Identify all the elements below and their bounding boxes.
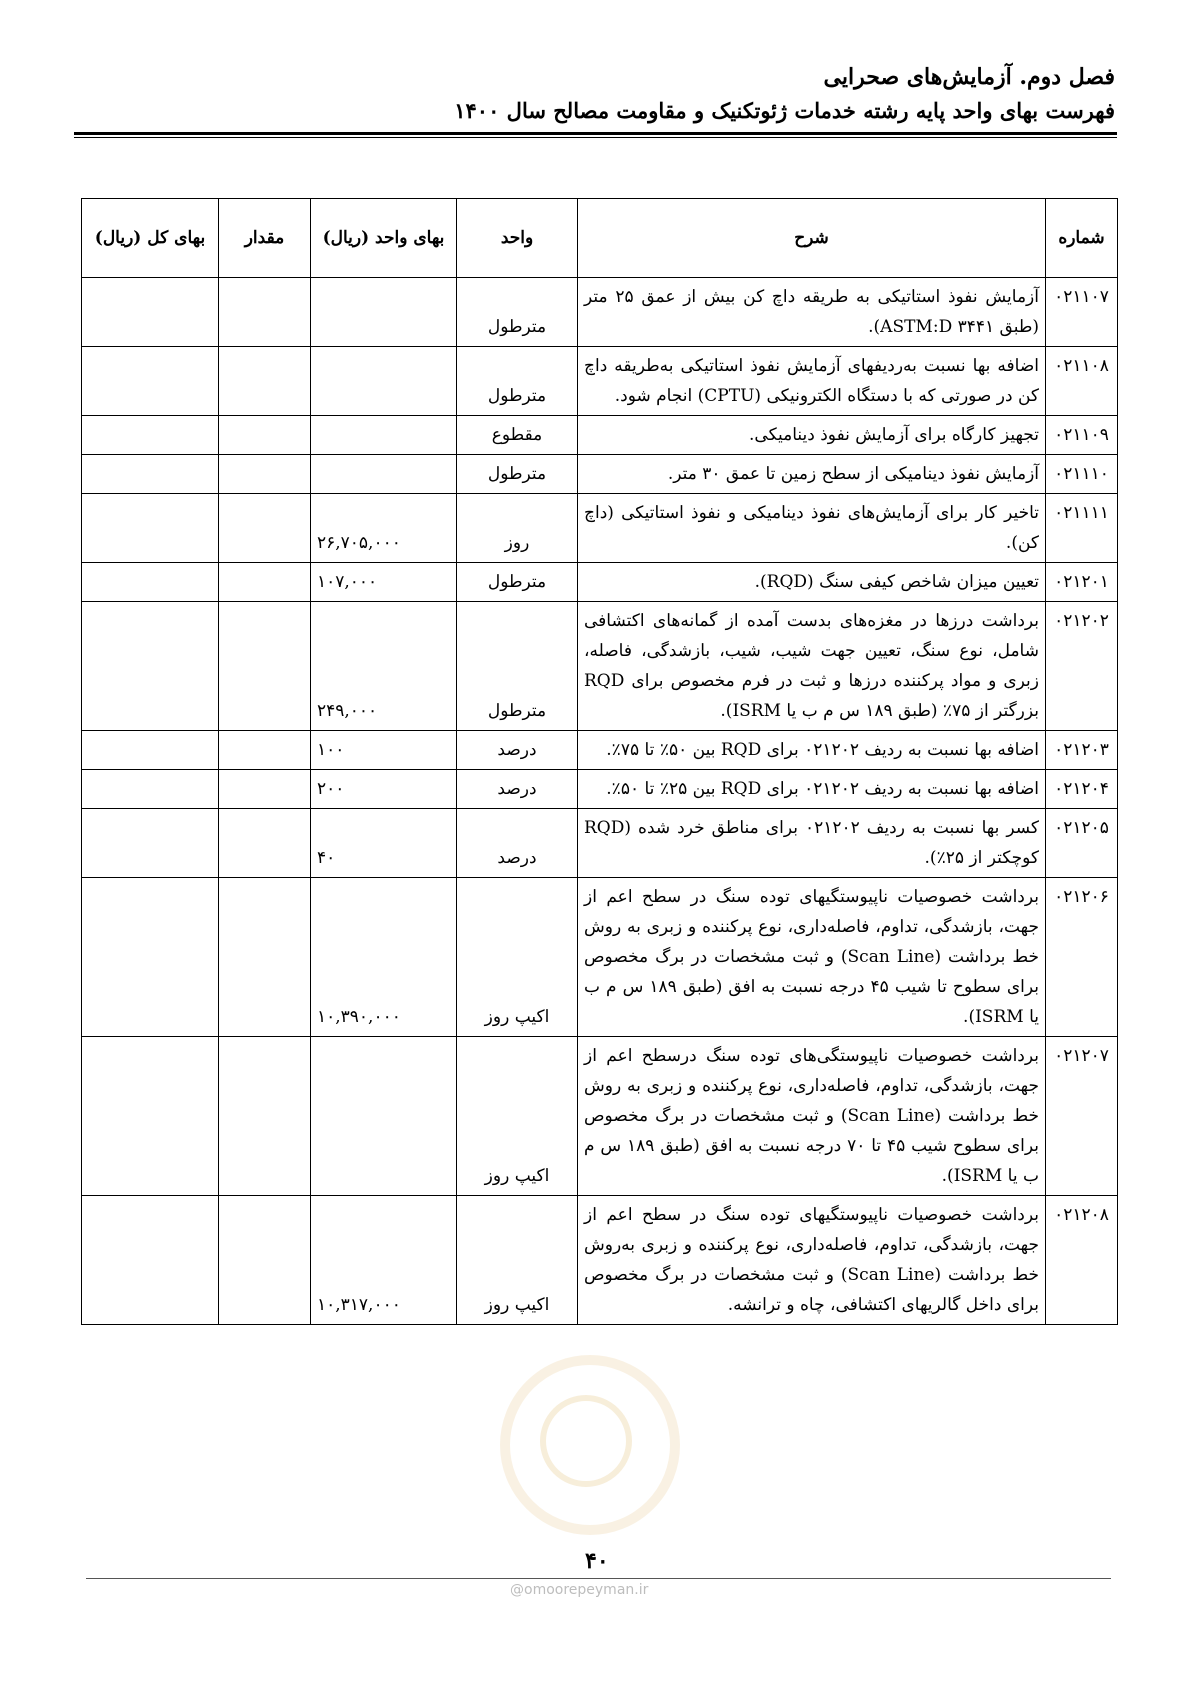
table-row bbox=[82, 1037, 1118, 1196]
page-number: ۴۰ bbox=[585, 1548, 609, 1574]
row-unit: مقطوع bbox=[457, 416, 578, 455]
row-quantity bbox=[219, 278, 311, 347]
row-description: تاخیر کار برای آزمایش‌های نفوذ دینامیکی و نفوذ استاتیکی (داچ کن). bbox=[578, 494, 1046, 563]
row-description: اضافه بها نسبت به ردیف ۰۲۱۲۰۲ برای RQD بین ۵۰٪ تا ۷۵٪. bbox=[578, 731, 1046, 770]
row-quantity bbox=[219, 563, 311, 602]
row-code: ۰۲۱۲۰۷ bbox=[1046, 1037, 1118, 1196]
table-row bbox=[82, 494, 1118, 563]
row-unit: مترطول bbox=[457, 347, 578, 416]
row-unit: مترطول bbox=[457, 563, 578, 602]
row-description: برداشت درزها در مغزه‌های بدست آمده از گمانه‌های اکتشافی شامل، نوع سنگ، تعیین جهت شیب، شیب، بازشدگی، فاصله، زبری و مواد پرکننده درزها و ثبت در فرم مخصوص برای RQD بزرگتر از ۷۵٪ (طبق ۱۸۹ س م ب یا ISRM). bbox=[578, 602, 1046, 731]
row-unit: اکیپ روز bbox=[457, 1037, 578, 1196]
row-quantity bbox=[219, 416, 311, 455]
row-unit: درصد bbox=[457, 770, 578, 809]
row-quantity bbox=[219, 1037, 311, 1196]
row-total-price bbox=[82, 1037, 219, 1196]
table-row bbox=[82, 563, 1118, 602]
row-code: ۰۲۱۱۰۷ bbox=[1046, 278, 1118, 347]
table-row bbox=[82, 878, 1118, 1037]
table-header-row bbox=[82, 199, 1118, 278]
table-row bbox=[82, 347, 1118, 416]
document-subtitle: فهرست بهای واحد پایه رشته خدمات ژئوتکنیک و مقاومت مصالح سال ۱۴۰۰ bbox=[454, 98, 1115, 123]
col-header-code: شماره bbox=[1046, 199, 1118, 278]
row-quantity bbox=[219, 455, 311, 494]
row-description: تجهیز کارگاه برای آزمایش نفوذ دینامیکی. bbox=[578, 416, 1046, 455]
row-description: آزمایش نفوذ دینامیکی از سطح زمین تا عمق ۳۰ متر. bbox=[578, 455, 1046, 494]
row-total-price bbox=[82, 563, 219, 602]
row-unit: مترطول bbox=[457, 278, 578, 347]
row-quantity bbox=[219, 347, 311, 416]
header-rule-thick bbox=[74, 132, 1117, 135]
table-row bbox=[82, 731, 1118, 770]
row-total-price bbox=[82, 878, 219, 1037]
row-code: ۰۲۱۱۱۱ bbox=[1046, 494, 1118, 563]
row-code: ۰۲۱۲۰۱ bbox=[1046, 563, 1118, 602]
row-description: کسر بها نسبت به ردیف ۰۲۱۲۰۲ برای مناطق خرد شده (RQD کوچکتر از ۲۵٪). bbox=[578, 809, 1046, 878]
row-unit-price: ۱۰,۳۹۰,۰۰۰ bbox=[311, 878, 457, 1037]
row-quantity bbox=[219, 770, 311, 809]
row-unit-price bbox=[311, 1037, 457, 1196]
row-unit: درصد bbox=[457, 731, 578, 770]
row-code: ۰۲۱۲۰۵ bbox=[1046, 809, 1118, 878]
col-header-description: شرح bbox=[578, 199, 1046, 278]
row-unit-price bbox=[311, 278, 457, 347]
row-code: ۰۲۱۲۰۲ bbox=[1046, 602, 1118, 731]
row-unit: درصد bbox=[457, 809, 578, 878]
row-total-price bbox=[82, 731, 219, 770]
table-row bbox=[82, 1196, 1118, 1325]
table-row bbox=[82, 809, 1118, 878]
row-unit: روز bbox=[457, 494, 578, 563]
header-rule-thin bbox=[74, 137, 1117, 138]
row-unit-price: ۲۴۹,۰۰۰ bbox=[311, 602, 457, 731]
row-unit-price: ۱۰۷,۰۰۰ bbox=[311, 563, 457, 602]
row-total-price bbox=[82, 770, 219, 809]
row-unit-price: ۲۰۰ bbox=[311, 770, 457, 809]
row-unit-price: ۱۰۰ bbox=[311, 731, 457, 770]
row-description: برداشت خصوصیات ناپیوستگی‌های توده سنگ درسطح اعم از جهت، بازشدگی، تداوم، فاصله‌داری، نوع پرکننده و زبری به روش خط برداشت (Scan Line) و ثبت مشخصات در برگ مخصوص برای سطوح شیب ۴۵ تا ۷۰ درجه نسبت به افق (طبق ۱۸۹ س م ب یا ISRM). bbox=[578, 1037, 1046, 1196]
row-description: آزمایش نفوذ استاتیکی به طریقه داچ کن بیش از عمق ۲۵ متر (طبق ASTM:D ۳۴۴۱). bbox=[578, 278, 1046, 347]
price-list-table bbox=[81, 198, 1118, 1325]
col-header-quantity: مقدار bbox=[219, 199, 311, 278]
row-unit-price: ۱۰,۳۱۷,۰۰۰ bbox=[311, 1196, 457, 1325]
row-total-price bbox=[82, 494, 219, 563]
col-header-total-price: بهای کل (ریال) bbox=[82, 199, 219, 278]
table-row bbox=[82, 416, 1118, 455]
row-quantity bbox=[219, 494, 311, 563]
row-code: ۰۲۱۱۰۹ bbox=[1046, 416, 1118, 455]
col-header-unit-price: بهای واحد (ریال) bbox=[311, 199, 457, 278]
table-row bbox=[82, 455, 1118, 494]
row-quantity bbox=[219, 731, 311, 770]
row-code: ۰۲۱۲۰۸ bbox=[1046, 1196, 1118, 1325]
row-code: ۰۲۱۱۰۸ bbox=[1046, 347, 1118, 416]
row-quantity bbox=[219, 809, 311, 878]
row-quantity bbox=[219, 602, 311, 731]
page-header bbox=[55, 60, 1115, 128]
row-unit-price bbox=[311, 455, 457, 494]
row-unit: اکیپ روز bbox=[457, 1196, 578, 1325]
row-code: ۰۲۱۲۰۳ bbox=[1046, 731, 1118, 770]
row-code: ۰۲۱۲۰۶ bbox=[1046, 878, 1118, 1037]
row-total-price bbox=[82, 1196, 219, 1325]
row-unit-price bbox=[311, 416, 457, 455]
col-header-unit: واحد bbox=[457, 199, 578, 278]
table-row bbox=[82, 602, 1118, 731]
row-code: ۰۲۱۲۰۴ bbox=[1046, 770, 1118, 809]
row-quantity bbox=[219, 1196, 311, 1325]
row-total-price bbox=[82, 416, 219, 455]
row-unit: اکیپ روز bbox=[457, 878, 578, 1037]
row-total-price bbox=[82, 602, 219, 731]
row-unit-price: ۲۶,۷۰۵,۰۰۰ bbox=[311, 494, 457, 563]
row-unit: مترطول bbox=[457, 602, 578, 731]
row-total-price bbox=[82, 347, 219, 416]
row-description: اضافه بها نسبت به ردیف ۰۲۱۲۰۲ برای RQD بین ۲۵٪ تا ۵۰٪. bbox=[578, 770, 1046, 809]
row-description: اضافه بها نسبت به‌ردیفهای آزمایش نفوذ استاتیکی به‌طریقه داچ کن در صورتی که با دستگاه الکترونیکی (CPTU) انجام شود. bbox=[578, 347, 1046, 416]
row-total-price bbox=[82, 278, 219, 347]
row-unit-price bbox=[311, 347, 457, 416]
row-quantity bbox=[219, 878, 311, 1037]
row-unit: مترطول bbox=[457, 455, 578, 494]
row-description: تعیین میزان شاخص کیفی سنگ (RQD). bbox=[578, 563, 1046, 602]
row-description: برداشت خصوصیات ناپیوستگیهای توده سنگ در سطح اعم از جهت، بازشدگی، تداوم، فاصله‌داری، نوع پرکننده و زبری به‌روش خط برداشت (Scan Line) و ثبت مشخصات در برگ مخصوص برای داخل گالریهای اکتشافی، چاه و ترانشه. bbox=[578, 1196, 1046, 1325]
footer-rule bbox=[86, 1578, 1111, 1579]
row-unit-price: ۴۰ bbox=[311, 809, 457, 878]
chapter-title: فصل دوم. آزمایش‌های صحرایی bbox=[823, 64, 1115, 90]
row-description: برداشت خصوصیات ناپیوستگیهای توده سنگ در سطح اعم از جهت، بازشدگی، تداوم، فاصله‌داری، نوع پرکننده و زبری به روش خط برداشت (Scan Line) و ثبت مشخصات در برگ مخصوص برای سطوح تا شیب ۴۵ درجه نسبت به افق (طبق ۱۸۹ س م ب یا ISRM). bbox=[578, 878, 1046, 1037]
publisher-seal-watermark bbox=[500, 1355, 680, 1535]
website-watermark: @omoorepeyman.ir bbox=[510, 1582, 649, 1598]
table-row bbox=[82, 770, 1118, 809]
row-total-price bbox=[82, 455, 219, 494]
row-code: ۰۲۱۱۱۰ bbox=[1046, 455, 1118, 494]
row-total-price bbox=[82, 809, 219, 878]
table-row bbox=[82, 278, 1118, 347]
